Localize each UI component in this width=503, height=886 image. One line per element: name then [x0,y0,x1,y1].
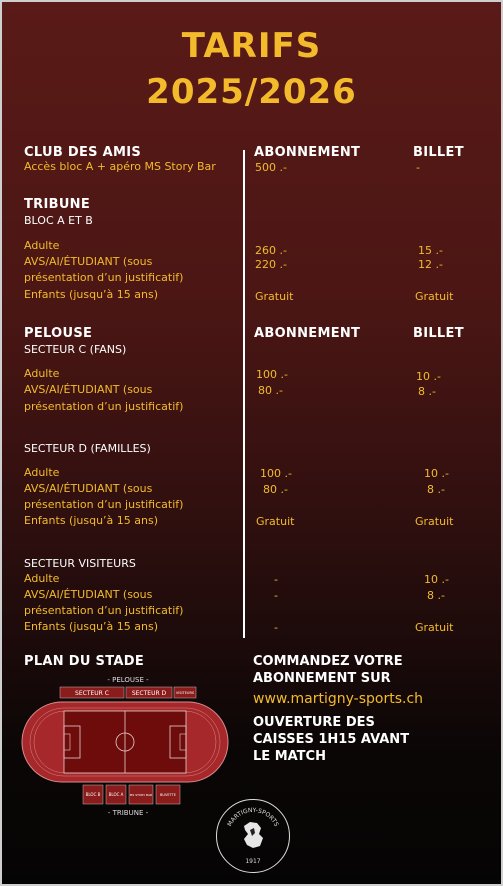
lion-icon [217,800,289,872]
tribune-enfants-abo: Gratuit [255,290,294,303]
pelouse-adulte-label: Adulte [24,367,60,380]
tribune-avs-label: AVS/AI/ÉTUDIANT (sous [24,255,153,268]
visiteurs-avs-label: AVS/AI/ÉTUDIANT (sous [24,588,153,601]
secteur-d-avs-label2: présentation d’un justificatif) [24,498,184,511]
plan-bloc-b-label: BLOC B [85,792,101,797]
website-link[interactable]: www.martigny-sports.ch [253,691,424,707]
cta-line1: COMMANDEZ VOTRE [253,654,403,669]
cta-line3: OUVERTURE DES [253,715,375,730]
title-line1: TARIFS [181,26,322,66]
plan-secteur-c-label: SECTEUR C [75,690,109,697]
col-billet-2: BILLET [413,326,464,341]
pelouse-sub: SECTEUR C (FANS) [24,343,127,356]
visiteurs-avs-abo: - [274,589,278,602]
club-desc: Accès bloc A + apéro MS Story Bar [24,160,216,173]
pelouse-adulte-billet: 10 .- [416,370,441,383]
secteur-d-adulte-label: Adulte [24,466,60,479]
tribune-sub: BLOC A ET B [24,214,93,227]
secteur-d-enfants-billet: Gratuit [415,515,454,528]
tribune-enfants-label: Enfants (jusqu’à 15 ans) [24,288,159,301]
secteur-d-avs-billet: 8 .- [427,483,445,496]
logo-club-name: MARTIGNY-SPORTS [226,806,280,828]
tribune-adulte-abo: 260 .- [255,244,287,257]
secteur-d-sub: SECTEUR D (FAMILLES) [24,442,151,455]
col-abonnement-1: ABONNEMENT [254,145,361,160]
club-billet: - [416,161,420,174]
cta-line2: ABONNEMENT SUR [253,671,391,686]
visiteurs-enfants-label: Enfants (jusqu’à 15 ans) [24,620,159,633]
tribune-adulte-label: Adulte [24,239,60,252]
cta-line5: LE MATCH [253,749,326,764]
visiteurs-avs-label2: présentation d’un justificatif) [24,604,184,617]
secteur-d-adulte-billet: 10 .- [424,467,449,480]
visiteurs-sub: SECTEUR VISITEURS [24,557,136,570]
plan-visiteurs-label: VISITEURS [175,691,195,695]
visiteurs-avs-billet: 8 .- [427,589,445,602]
tribune-heading: TRIBUNE [24,197,91,212]
club-logo [216,799,290,873]
secteur-d-enfants-abo: Gratuit [256,515,295,528]
pelouse-adulte-abo: 100 .- [256,368,288,381]
secteur-d-adulte-abo: 100 .- [260,467,292,480]
pelouse-avs-label: AVS/AI/ÉTUDIANT (sous [24,383,153,396]
pelouse-heading: PELOUSE [24,326,93,341]
plan-pelouse-label: - PELOUSE - [107,676,149,684]
plan-ms-story-bar-label: MS STORY BAR [129,793,153,797]
secteur-d-avs-abo: 80 .- [263,483,288,496]
plan-secteur-d-label: SECTEUR D [131,690,167,697]
col-abonnement-2: ABONNEMENT [254,326,361,341]
tribune-enfants-billet: Gratuit [415,290,454,303]
visiteurs-adulte-abo: - [274,573,278,586]
pelouse-avs-abo: 80 .- [258,384,283,397]
pelouse-avs-billet: 8 .- [418,385,436,398]
plan-heading: PLAN DU STADE [24,654,145,669]
club-heading: CLUB DES AMIS [24,145,142,160]
logo-year: 1917 [245,858,261,865]
visiteurs-enfants-billet: Gratuit [415,621,454,634]
visiteurs-adulte-label: Adulte [24,572,60,585]
tribune-adulte-billet: 15 .- [418,244,443,257]
title-line2: 2025/2026 [146,72,357,112]
column-divider [243,150,245,638]
plan-bloc-a-label: BLOC A [108,792,124,797]
cta-line4: CAISSES 1H15 AVANT [253,732,410,747]
stadium-plan [20,670,240,818]
tribune-avs-billet: 12 .- [418,258,443,271]
plan-tribune-label: - TRIBUNE - [107,809,149,817]
pelouse-avs-label2: présentation d’un justificatif) [24,400,184,413]
col-billet-1: BILLET [413,145,464,160]
visiteurs-adulte-billet: 10 .- [424,573,449,586]
secteur-d-avs-label: AVS/AI/ÉTUDIANT (sous [24,482,153,495]
tribune-avs-label2: présentation d’un justificatif) [24,271,184,284]
tribune-avs-abo: 220 .- [255,258,287,271]
plan-buvette-label: BUVETTE [160,793,176,797]
club-abonnement: 500 .- [255,161,287,174]
visiteurs-enfants-abo: - [274,621,278,634]
secteur-d-enfants-label: Enfants (jusqu’à 15 ans) [24,514,159,527]
